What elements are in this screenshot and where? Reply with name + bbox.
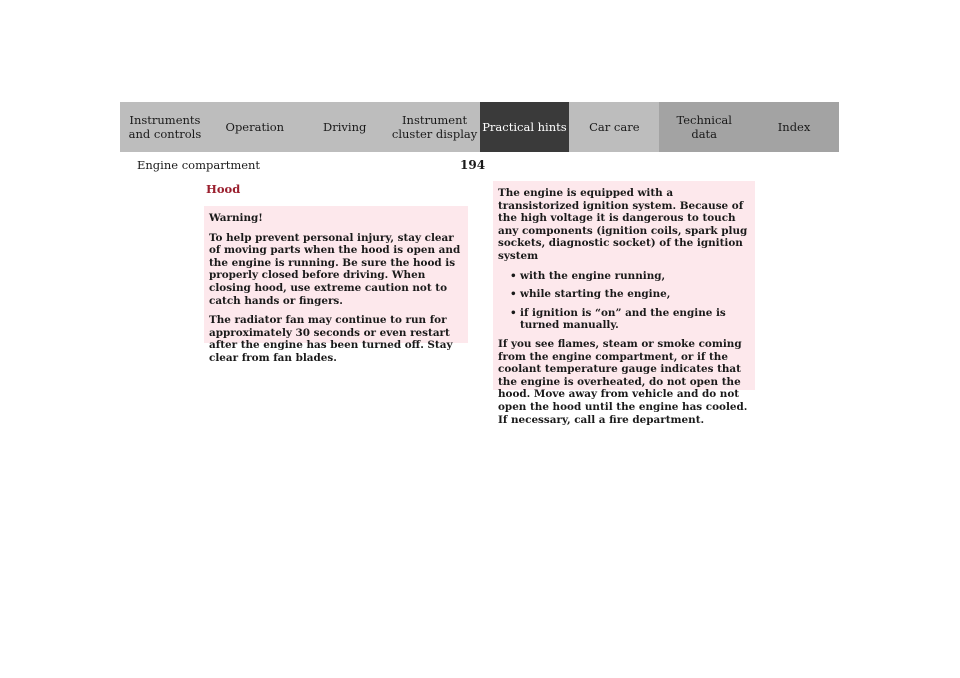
bullet-icon: • bbox=[510, 306, 517, 319]
bullet-icon: • bbox=[510, 269, 517, 282]
ignition-info-panel bbox=[493, 181, 755, 426]
list-item-text: while starting the engine, bbox=[520, 288, 671, 301]
tab-car-care[interactable]: Car care bbox=[569, 102, 659, 152]
tab-instruments-and-controls[interactable]: Instruments and controls bbox=[120, 102, 210, 152]
subheading-hood: Hood bbox=[206, 182, 241, 196]
bullet-icon: • bbox=[510, 288, 517, 301]
tab-practical-hints[interactable]: Practical hints bbox=[480, 102, 570, 152]
tab-driving[interactable]: Driving bbox=[300, 102, 390, 152]
warning-paragraph: The radiator fan may continue to run for approximately 30 seconds or even restart after the engine has been turned off. Stay clear from fan blades. bbox=[209, 314, 453, 364]
list-item-text: if ignition is “on” and the engine is turned manually. bbox=[520, 306, 726, 332]
tab-instrument-cluster-display[interactable]: Instrument cluster display bbox=[390, 102, 480, 152]
list-item bbox=[498, 288, 749, 301]
warning-paragraph: To help prevent personal injury, stay clear of moving parts when the hood is open and the engine is running. Be sure the hood is properly closed before driving. When closing hood, use extreme caution not to catch hands or fingers. bbox=[209, 231, 461, 307]
tab-index[interactable]: Index bbox=[749, 102, 839, 152]
list-item bbox=[498, 270, 749, 283]
section-title: Engine compartment bbox=[137, 158, 261, 172]
warning-panel bbox=[204, 206, 468, 364]
ignition-bullet-list bbox=[498, 270, 749, 332]
info-intro: The engine is equipped with a transistorized ignition system. Because of the high voltage it is dangerous to touch any components (ignition coils, spark plug sockets, diagnostic socket) of the ignition system bbox=[498, 187, 748, 262]
chapter-tabs bbox=[120, 102, 839, 152]
list-item-text: with the engine running, bbox=[520, 269, 666, 282]
info-outro: If you see flames, steam or smoke coming from the engine compartment, or if the coolant temperature gauge indicates that the engine is overheated, do not open the hood. Move away from vehicle and do not open the hood until the engine has cooled. If necessary, call a fire department. bbox=[498, 337, 748, 426]
list-item bbox=[498, 307, 749, 332]
tab-technical-data[interactable]: Technical data bbox=[659, 102, 749, 152]
tab-operation[interactable]: Operation bbox=[210, 102, 300, 152]
warning-title: Warning! bbox=[209, 212, 263, 224]
page-number: 194 bbox=[460, 158, 486, 172]
